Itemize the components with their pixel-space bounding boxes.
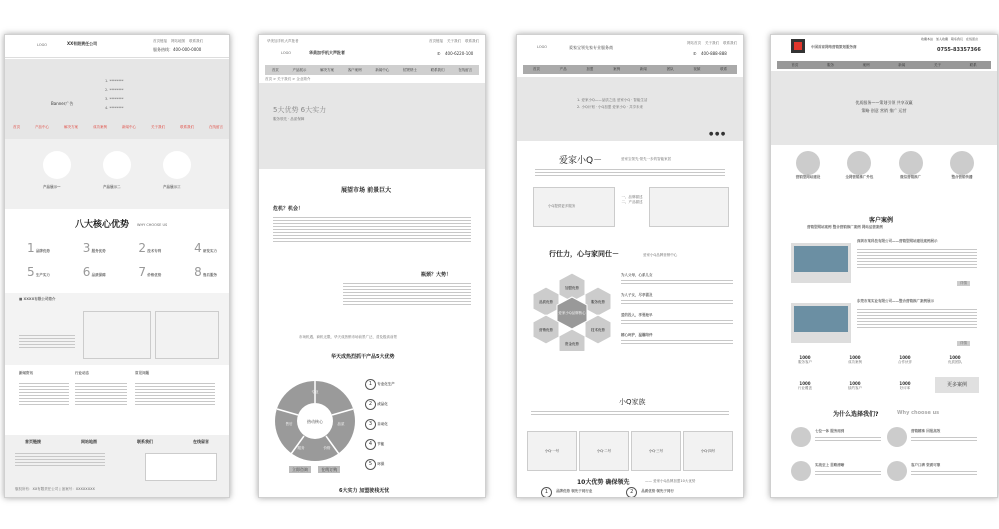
section-title-2-en: Why choose us [897,410,940,416]
more-cases-button[interactable]: 更多案例 [935,377,979,393]
brand-text: 一、品牌描述 二、产品描述 [621,195,643,204]
red-nav-item[interactable]: 在线留言 [209,125,223,129]
nav-item[interactable]: 服务 [826,62,834,67]
phone-icon: ✆ [693,51,697,56]
subsection-title-1: 危机？机会！ [273,206,304,212]
red-nav-item[interactable]: 成功案例 [93,125,107,129]
footer [5,435,229,497]
section-subtitle-1: 爱家小Q品牌营销中心 [643,253,678,257]
logo: LOGO [37,43,48,47]
svg-text:技术优势: 技术优势 [591,328,605,332]
service-box: 小Q提供更多服务 [533,187,615,227]
svg-text:营销优势: 营销优势 [539,328,553,332]
breadcrumb: 首页 > 关于我们 > 企业简介 [265,77,311,81]
advantages-subtitle: WHY CHOOSE US [137,223,168,227]
banner-notes: 1. ******** 2. ******** 3. ******** 4. ******** [105,79,124,110]
intro-title: ■ XXXX有限公司简介 [19,297,56,301]
section-subtitle-1: 营销型网站案例 整合营销推广案例 网站运营案例 [807,225,883,229]
top-link[interactable]: 加入收藏 [936,37,949,41]
nav-item[interactable]: 客户案例 [347,67,362,72]
phone-icon: ✆ [437,51,441,56]
red-nav [13,125,223,133]
nav-item[interactable]: 新闻中心 [375,67,390,72]
monitor-image [791,303,851,343]
monitor-image [791,243,851,283]
nav-item[interactable]: 招贤纳士 [402,67,417,72]
section-title-1: 客户案例 [869,217,894,224]
nav-item[interactable]: 视频 [693,67,701,71]
footer-link[interactable]: 联系我们 [137,439,153,444]
nav-item[interactable]: 新闻 [898,62,906,67]
red-nav-item[interactable]: 首页 [13,125,20,129]
company-name: XX有限责任公司 [67,41,98,46]
case-detail-button[interactable]: 详情 [957,281,970,286]
red-nav-item[interactable]: 产品中心 [35,125,49,129]
hotline: 0755-83357366 [937,47,981,53]
bottom-items: 1 品牌优势 领先于同行业 2 品质优势 领先于同行 [541,487,731,498]
svg-text:品质: 品质 [337,422,345,426]
nav-item[interactable]: 案例 [613,67,621,71]
svg-text:服务优势: 服务优势 [591,300,605,304]
case-detail-button[interactable]: 详情 [957,341,970,346]
hexagon-diagram [527,267,617,351]
section-title-2: 小Q家族 [619,398,646,406]
product-box [649,187,729,227]
consult-button[interactable]: 立即咨询 [289,466,311,473]
panel3-header [517,35,743,63]
copyright: 版权所有：XX有限责任公司 | 备案号：XXXXXXXX [15,487,95,491]
case-card-2[interactable] [791,297,981,353]
wheel-buttons [289,467,340,473]
nav-item[interactable]: 联系我们 [430,67,445,72]
feature-list: 1 专业化生产 2 成品化 3 自动化 4 节能 5 环保 [365,379,477,479]
logo-icon [791,39,805,53]
banner [517,77,743,141]
banner [5,59,229,149]
main-nav [265,65,479,75]
quote-text: 市场机遇、商机无限，华天成热销市场前景广泛、普及极高前景 [299,335,397,339]
panel1-header [5,35,229,58]
nav-item[interactable]: 联系 [969,62,977,67]
section-subtitle-3: —— 爱家小Q品牌加盟10大优势 [645,479,696,483]
phone-number: 400-888-888 [701,51,727,56]
company-name: 中国首家网络营销策划服务商 [811,45,857,49]
brand-title: 爱家小Q－ [559,156,603,166]
svg-text:专业: 专业 [311,390,319,394]
top-link[interactable]: 联系我们 [465,39,479,43]
nav-item[interactable]: 联系 [720,67,728,71]
slider-dots[interactable]: ● ● ● [709,131,726,137]
hotline: 服务热线：400-000-0000 [153,47,202,52]
banner-text: 优质服务——策划引领 共享双赢 策略 创意 营销 推广 运营 [855,100,913,113]
case-title: 东莞市某实业有限公司——整合营销推广案例展示 [857,299,934,303]
circle-label-3: 产品展示三 [163,185,181,189]
wheel-center-label: 热动核心 [307,419,323,424]
wheel-diagram [271,377,359,465]
nav-item[interactable]: 首页 [271,67,279,72]
red-nav-item[interactable]: 联系我们 [180,125,194,129]
brand-subtitle: 爱家宝领先·领先一步的智能家居 [621,157,672,161]
top-link[interactable]: 网站首页 [687,41,701,45]
nav-item[interactable]: 案例 [862,62,870,67]
footer-link[interactable]: 网站地图 [81,439,97,444]
nav-item[interactable]: 关于 [933,62,941,67]
nav-item[interactable]: 首页 [532,67,540,71]
company-slogan: 华美加手机大声批者 [267,39,299,43]
top-link[interactable]: 首页链接 [429,39,443,43]
case-card-1[interactable] [791,237,981,293]
product-circles [5,139,229,209]
svg-text:资金优势: 资金优势 [565,342,579,346]
wireframe-panel-1 [4,34,230,498]
top-link[interactable]: 关于我们 [705,41,719,45]
top-link-2[interactable]: 网站地图 [171,39,185,43]
logo: LOGO [537,45,548,49]
section-title-1: 行仕力，心与家同仕－ [549,250,619,258]
nav-item[interactable]: 在线留言 [458,67,473,72]
top-link-1[interactable]: 首页链接 [153,39,167,43]
svg-text:品质优势: 品质优势 [539,300,553,304]
section-title-2: 华天成热烈抓干产品5大优势 [331,354,395,360]
top-link[interactable]: 在线留言 [966,37,979,41]
hex-center-label: 爱家小Q品牌核心 [558,311,586,315]
nav-item[interactable]: 首页 [791,62,799,67]
phone-number: 400-6220-100 [445,51,474,56]
red-nav-item[interactable]: 解决方案 [64,125,78,129]
case-title: 深圳市某科技有限公司——营销型网站建设案例展示 [857,239,938,243]
logo: LOGO [281,51,292,55]
top-link[interactable]: 联系我们 [723,41,737,45]
advantages-section: 八大核心优势 WHY CHOOSE US 1 品牌优势 3 服务优势 2 技术专利 4 研发实力 5 生产实力 6 品质保障 7 价格优势 8 售后服务 [5,211,229,291]
stats-grid: 1000 服务客户 1000 成功案例 1000 合作伙伴 1000 优质团队 1000 行业覆盖 1000 续约客户 1000 好评率 更多案例 [785,355,985,401]
family-grid: 小Q·一号 小Q·二号 小Q·三号 小Q·四号 [527,431,733,469]
nav-item[interactable]: 加盟 [586,67,594,71]
svg-text:加盟优势: 加盟优势 [565,286,579,290]
reasons-grid: 七位一体 服务周到 营销精准 回报高效 实战至上 思路清晰 客户口碑 资质可靠 [791,427,981,493]
circle-label-1: 产品展示一 [43,185,61,189]
intro-section [5,293,229,365]
wireframe-panel-3 [516,34,744,498]
top-link[interactable]: 联系我们 [951,37,964,41]
svg-text:服务: 服务 [297,446,305,450]
main-nav [777,61,991,69]
banner-title: 5大优势 6大实力 [273,106,327,114]
points-list: 为人父母，心系儿女 为人子女，尽孝需及 爱的投入，孝要趁早 精心呵护，温馨陪伴 [621,273,733,353]
section-title-3: 6大实力 加盟驶栈无忧 [339,488,390,494]
order-button[interactable]: 在线订购 [318,466,340,473]
red-nav-item[interactable]: 关于我们 [151,125,165,129]
main-nav [523,65,737,74]
red-nav-item[interactable]: 新闻中心 [122,125,136,129]
company-name: 华美加手机大声批者 [309,50,345,55]
nav-item[interactable]: 产品展示 [292,67,307,72]
top-link-3[interactable]: 联系我们 [189,39,203,43]
top-link[interactable]: 关于我们 [447,39,461,43]
section-title-1: 展望市场 前景巨大 [341,187,392,194]
nav-item[interactable]: 新闻 [639,67,647,71]
banner-subtitle: 服务领先 · 品质保障 [273,117,305,121]
footer-link[interactable]: 在线留言 [193,439,209,444]
subsection-title-2: 瓶颈？大势！ [421,272,452,278]
top-links [921,37,978,41]
banner-label: Banner广告 [51,101,74,106]
news-section: 新闻资讯 行业动态 常见问题 [5,367,229,433]
banner [259,83,485,169]
panel4-header [771,35,997,59]
wireframe-panel-2 [258,34,486,498]
nav-item[interactable]: 产品 [559,67,567,71]
svg-text:售后: 售后 [285,422,293,426]
footer-link[interactable]: 首页链接 [25,439,41,444]
nav-item[interactable]: 团队 [666,67,674,71]
panel2-header [259,35,485,63]
banner-notes: 1. 爱家小Q——品质之选 爱家小Q · 智能生活 2. 小Q计划 · 小Q加盟 爱家小Q · 共享未来 [577,98,648,109]
section-title-3: 10大优势 确保领先 [577,479,630,486]
circle-label-2: 产品展示二 [103,185,121,189]
advantages-title: 八大核心优势 [75,220,130,230]
svg-text:价格: 价格 [323,446,331,450]
nav-item[interactable]: 解决方案 [320,67,335,72]
wireframe-panel-4 [770,34,998,498]
company-name: 爱家宝领先家专业服务商 [569,45,613,50]
section-title-2: 为什么选择我们? [833,411,879,418]
top-link[interactable]: 收藏本站 [921,37,934,41]
service-circles: 营销型网站建设 全网营销推广外包 微信营销推广 整合营销传播 [785,151,985,180]
banner [771,71,997,145]
